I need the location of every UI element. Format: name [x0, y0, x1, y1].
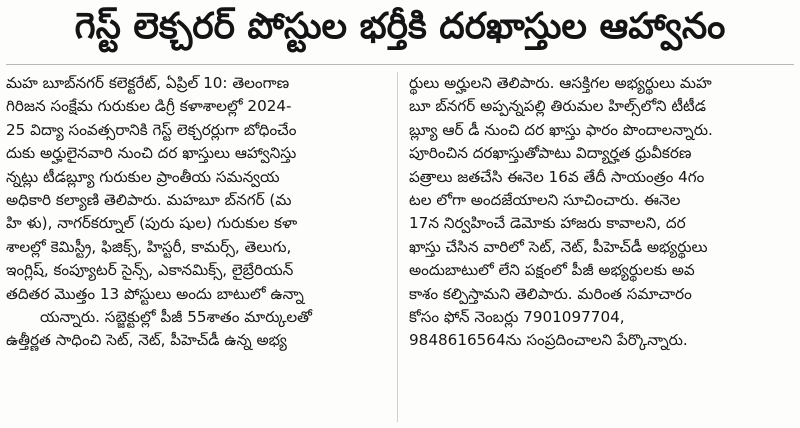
right-line-5: పత్రాలు జతచేసి ఈనెల 16వ తేదీ సాయంత్రం 4గం — [409, 167, 705, 186]
left-line-2: గిరిజన సంక్షేమ గురుకుల డిగ్రీ కళాశాలల్లో 2024- — [6, 97, 292, 116]
right-line-3: బ్ల్యూ ఆర్ డీ నుంచి దర ఖాస్తు ఫారం పొందాలన్నారు. — [409, 120, 713, 139]
right-line-6: టల లోగా అందజేయాలని సూచించారు. ఈనెల — [409, 190, 681, 209]
headline: గెస్ట్ లెక్చరర్ పోస్టుల భర్తీకి దరఖాస్తుల ఆహ్వానం — [74, 6, 726, 47]
left-line-10: తదితర మొత్తం 13 పోస్టులు అందు బాటులో ఉన్నా — [6, 284, 304, 303]
left-line-4: దుకు అర్హులైనవారి నుంచి దర ఖాస్తులు ఆహ్వానిస్తు — [6, 144, 297, 163]
right-line-7: 17న నిర్వహించే డెమోకు హాజరు కావాలని, దర — [409, 214, 686, 233]
left-line-5: న్నట్లు టీడబ్ల్యూ గురుకుల ప్రాంతీయ సమన్వయ — [6, 167, 280, 186]
left-line-6: అధికారి కల్యాణి తెలిపారు. మహబూ బ్‌నగర్ (మ — [6, 190, 292, 209]
column-divider — [397, 72, 398, 422]
right-line-12: 9848616564ను సంప్రదించాలని పేర్కొన్నారు. — [409, 331, 688, 350]
right-column — [409, 72, 789, 353]
left-line-1: మహ బూబ్‌నగర్ కలెక్టరేట్, ఏప్రిల్ 10: తెలంగాణ — [6, 74, 290, 92]
right-line-9: అందుబాటులో లేని పక్షంలో పీజీ అభ్యర్థులకు అవ — [409, 261, 695, 280]
right-line-4: పూరించిన దరఖాస్తుతోపాటు విద్యార్హత ధ్రువీకరణ — [409, 144, 692, 163]
left-line-9: ఇంగ్లిష్, కంప్యూటర్ సైన్స్, ఎకానమిక్స్, లైబ్రేరియన్ — [6, 261, 294, 280]
left-line-3: 25 విద్యా సంవత్సరానికి గెస్ట్ లెక్చరర్లుగా బోధించేం — [6, 120, 297, 139]
right-line-8: ఖాస్తు చేసిన వారిలో సెట్, నెట్, పీహెచ్‌డీ అభ్యర్థులు — [409, 237, 708, 256]
left-line-7: హి ళు), నాగర్‌కర్నూల్ (పురు షుల) గురుకుల కళా — [6, 214, 298, 233]
left-line-12: ఉత్తీర్ణత సాధించి సెట్, నెట్, పీహెచ్‌డీ ఉన్న అభ్య — [6, 331, 287, 350]
left-line-8: శాలల్లో కెమిస్ట్రీ, ఫిజిక్స్, హిస్టరీ, కామర్స్, తెలుగు, — [6, 237, 292, 256]
right-line-2: బూ బ్‌నగర్ అప్పన్నపల్లి తిరుమల హిల్స్‌లోని టీటీడ — [409, 97, 707, 116]
left-column — [6, 72, 386, 353]
headline-divider — [6, 64, 794, 65]
right-line-11: కోసం ఫోన్ నెంబర్లు 7901097704, — [409, 307, 625, 326]
left-line-11: యన్నారు. సబ్జెక్టుల్లో పీజీ 55శాతం మార్కులతో — [40, 307, 312, 326]
right-line-1: ర్థులు అర్హులని తెలిపారు. ఆసక్తిగల అభ్యర్థులు మహ — [409, 74, 712, 92]
right-line-10: కాశం కల్పిస్తామని తెలిపారు. మరింత సమాచారం — [409, 284, 692, 303]
